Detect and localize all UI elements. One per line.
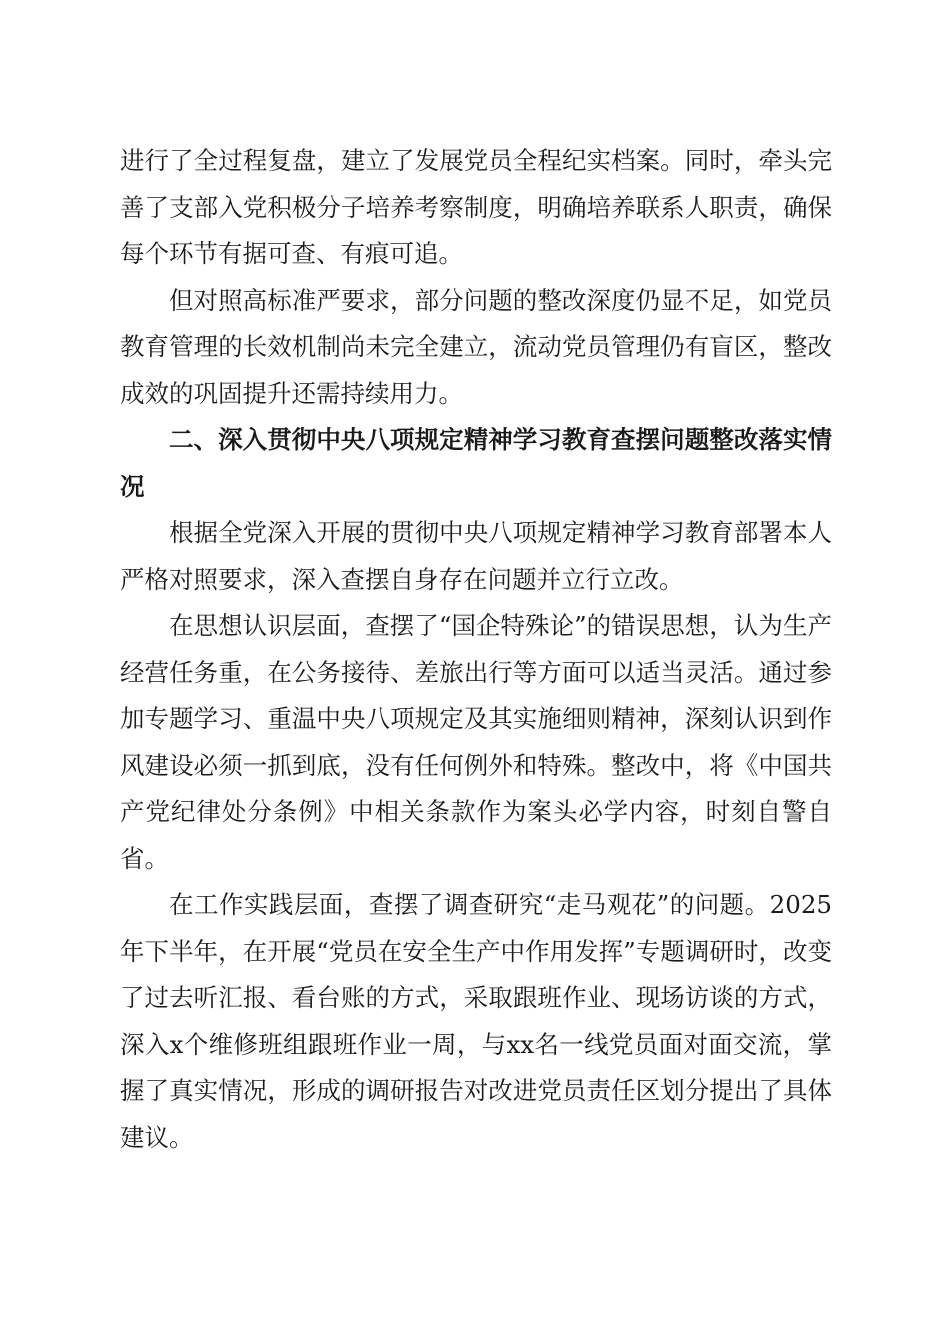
paragraph-ideological: 在思想认识层面，查摆了“国企特殊论”的错误思想，认为生产经营任务重，在公务接待、差旅出行等方面可以适当灵活。通过参加专题学习、重温中央八项规定及其实施细则精神，深刻认识到作风建设必须一抓到底，没有任何例外和特殊。整改中，将《中国共产党纪律处分条例》中相关条款作为案头必学内容，时刻自警自省。 — [120, 611, 832, 873]
document-body — [120, 138, 832, 1161]
paragraph-intro: 根据全党深入开展的贯彻中央八项规定精神学习教育部署本人严格对照要求，深入查摆自身存在问题并立行立改。 — [120, 518, 832, 594]
paragraph-shortcomings: 但对照高标准严要求，部分问题的整改深度仍显不足，如党员教育管理的长效机制尚未完全建立，流动党员管理仍有盲区，整改成效的巩固提升还需持续用力。 — [120, 285, 832, 408]
paragraph-practice: 在工作实践层面，查摆了调查研究“走马观花”的问题。2025年下半年，在开展“党员在安全生产中作用发挥”专题调研时，改变了过去听汇报、看台账的方式，采取跟班作业、现场访谈的方式，深入x个维修班组跟班作业一周，与xx名一线党员面对面交流，掌握了真实情况，形成的调研报告对改进党员责任区划分提出了具体建议。 — [120, 890, 832, 1152]
section-heading-2: 二、深入贯彻中央八项规定精神学习教育查摆问题整改落实情况 — [120, 425, 832, 501]
paragraph-continuation: 进行了全过程复盘，建立了发展党员全程纪实档案。同时，牵头完善了支部入党积极分子培养考察制度，明确培养联系人职责，确保每个环节有据可查、有痕可追。 — [120, 146, 832, 268]
